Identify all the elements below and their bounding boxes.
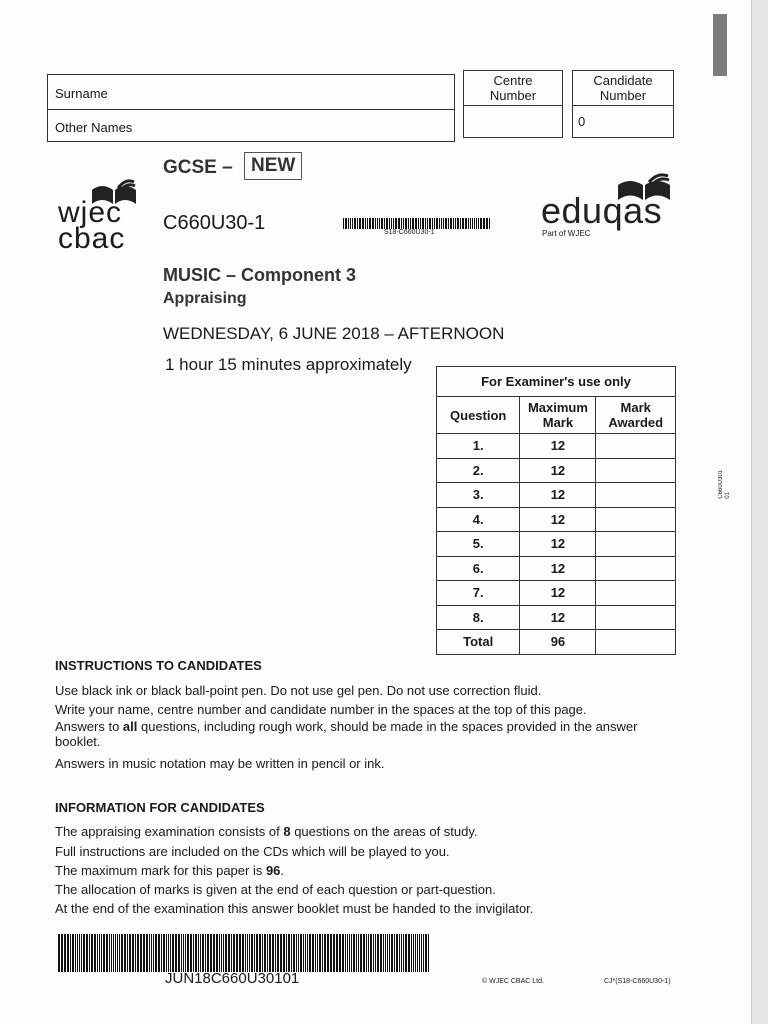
barcode-bar — [153, 934, 154, 972]
barcode-bar — [367, 218, 368, 229]
barcode-bar — [262, 934, 263, 972]
barcode-bar — [398, 218, 400, 229]
barcode-bar — [412, 218, 414, 229]
barcode-bar — [312, 934, 314, 972]
instructions-title: INSTRUCTIONS TO CANDIDATES — [55, 658, 262, 673]
table-row — [437, 434, 676, 459]
barcode-bar — [455, 218, 456, 229]
barcode-bar — [348, 218, 349, 229]
barcode-bar — [168, 934, 169, 972]
barcode-bar — [380, 934, 382, 972]
barcode-bar — [103, 934, 105, 972]
barcode-bar — [283, 934, 285, 972]
barcode-bar — [166, 934, 167, 972]
barcode-bar — [354, 218, 356, 229]
barcode-bar — [86, 934, 88, 972]
table-row — [437, 581, 676, 606]
barcode-bar — [457, 218, 459, 229]
instruction-line: Answers to all questions, including rough work, should be made in the spaces provided in the answer booklet. — [55, 719, 638, 749]
wjec-logo-text — [58, 196, 126, 255]
information-line: Full instructions are included on the CDs which will be played to you. — [55, 844, 450, 859]
barcode-bar — [158, 934, 160, 972]
mark-awarded-cell[interactable] — [596, 556, 676, 581]
barcode-bar — [428, 934, 429, 972]
barcode-bar — [391, 934, 393, 972]
barcode-bar — [421, 934, 422, 972]
candidate-number-label-box — [572, 70, 674, 106]
examiner-table — [436, 366, 676, 655]
instruction-line: Answers in music notation may be written in pencil or ink. — [55, 756, 385, 771]
subject-title: MUSIC – Component 3 — [163, 265, 357, 285]
barcode-bar — [375, 934, 376, 972]
information-line: The appraising examination consists of 8 questions on the areas of study. — [55, 824, 478, 839]
answer-booklet-barcode — [58, 934, 430, 972]
barcode-bar — [476, 218, 477, 229]
barcode-bar — [408, 934, 410, 972]
barcode-bar — [79, 934, 80, 972]
barcode-bar — [275, 934, 276, 972]
barcode-bar — [350, 218, 351, 229]
barcode-bar — [333, 934, 335, 972]
barcode-bar — [395, 218, 397, 229]
barcode-bar — [342, 934, 344, 972]
barcode-bar — [483, 218, 485, 229]
paper-code: C660U30-1 — [163, 212, 266, 234]
max-mark: 12 — [520, 434, 596, 459]
barcode-bar — [288, 934, 290, 972]
cbac-line: cbac — [58, 222, 126, 255]
barcode-bar — [385, 934, 386, 972]
information-line: The maximum mark for this paper is 96. — [55, 863, 285, 878]
barcode-bar — [187, 934, 189, 972]
other-names-field[interactable] — [47, 109, 455, 142]
barcode-bar — [155, 934, 157, 972]
barcode-bar — [427, 218, 428, 229]
barcode-bar — [298, 934, 299, 972]
surname-label: Surname — [55, 86, 108, 101]
centre-number-field[interactable] — [463, 105, 563, 138]
barcode-bar — [359, 218, 361, 229]
barcode-bar — [296, 934, 297, 972]
barcode-bar — [453, 218, 454, 229]
barcode-bar — [247, 934, 248, 972]
barcode-bar — [489, 218, 490, 229]
barcode-bar — [219, 934, 220, 972]
page-edge-line — [751, 0, 752, 1024]
barcode-bar — [330, 934, 332, 972]
barcode-bar — [303, 934, 304, 972]
barcode-bar — [135, 934, 136, 972]
barcode-bar — [109, 934, 110, 972]
barcode-bar — [75, 934, 76, 972]
barcode-bar — [213, 934, 215, 972]
barcode-bar — [94, 934, 96, 972]
barcode-bar — [163, 934, 165, 972]
paper-reference: CJ*(S18-C660U30-1) — [604, 978, 671, 985]
barcode-bar — [70, 934, 71, 972]
barcode-bar — [190, 934, 192, 972]
barcode-bar — [379, 218, 380, 229]
barcode-bar — [405, 934, 407, 972]
barcode-bar — [236, 934, 238, 972]
candidate-number-prefix: 0 — [578, 114, 586, 129]
barcode-bar — [178, 934, 180, 972]
barcode-bar — [472, 218, 473, 229]
barcode-bar — [300, 934, 302, 972]
mark-awarded-cell[interactable] — [596, 532, 676, 557]
barcode-bar — [363, 934, 365, 972]
barcode-bar — [115, 934, 116, 972]
barcode-bar — [381, 218, 383, 229]
question-number: 2. — [437, 458, 520, 483]
barcode-bar — [362, 218, 364, 229]
barcode-bar — [259, 934, 261, 972]
barcode-bar — [202, 934, 204, 972]
barcode-bar — [137, 934, 139, 972]
barcode-bar — [309, 934, 311, 972]
barcode-bar — [360, 934, 362, 972]
barcode-bar — [205, 934, 206, 972]
exam-date: WEDNESDAY, 6 JUNE 2018 – AFTERNOON — [163, 324, 505, 343]
barcode-bar — [349, 934, 350, 972]
barcode-text: JUN18C660U30101 — [165, 970, 300, 987]
barcode-bar — [293, 934, 295, 972]
barcode-bar — [394, 934, 395, 972]
barcode-bar — [67, 934, 69, 972]
barcode-bar — [356, 934, 357, 972]
barcode-bar — [121, 934, 123, 972]
barcode-bar — [336, 934, 338, 972]
total-label: Total — [437, 630, 520, 655]
table-row-total — [437, 630, 676, 655]
barcode-bar — [233, 934, 235, 972]
barcode-bar — [149, 934, 150, 972]
barcode-bar — [129, 934, 131, 972]
paper-barcode — [343, 218, 491, 229]
barcode-caption: S18-C660U30-1 — [384, 229, 435, 236]
barcode-bar — [443, 218, 444, 229]
barcode-bar — [315, 934, 316, 972]
page-edge — [752, 0, 768, 1024]
barcode-bar — [193, 934, 194, 972]
barcode-bar — [411, 934, 412, 972]
barcode-bar — [185, 934, 186, 972]
barcode-bar — [405, 218, 407, 229]
centre-number-label-box — [463, 70, 563, 106]
eduqas-logo: eduqas — [541, 190, 663, 231]
barcode-bar — [61, 934, 63, 972]
barcode-bar — [175, 934, 177, 972]
question-number: 3. — [437, 483, 520, 508]
qualification: GCSE – — [163, 157, 233, 178]
barcode-bar — [239, 934, 241, 972]
mark-awarded-cell[interactable] — [596, 458, 676, 483]
barcode-bar — [195, 934, 197, 972]
barcode-bar — [345, 934, 346, 972]
copyright: © WJEC CBAC Ltd. — [482, 978, 544, 985]
barcode-bar — [106, 934, 108, 972]
barcode-bar — [251, 934, 253, 972]
barcode-bar — [97, 934, 98, 972]
barcode-bar — [425, 934, 427, 972]
barcode-bar — [372, 218, 374, 229]
barcode-bar — [225, 934, 227, 972]
question-number: 6. — [437, 556, 520, 581]
barcode-bar — [425, 218, 426, 229]
barcode-bar — [91, 934, 93, 972]
table-row — [437, 458, 676, 483]
barcode-bar — [434, 218, 435, 229]
barcode-bar — [124, 934, 126, 972]
barcode-bar — [417, 934, 418, 972]
table-row — [437, 507, 676, 532]
barcode-bar — [198, 934, 199, 972]
barcode-bar — [64, 934, 66, 972]
barcode-bar — [324, 934, 326, 972]
mark-awarded-cell[interactable] — [596, 507, 676, 532]
instruction-line: Write your name, centre number and candidate number in the spaces at the top of this page. — [55, 702, 587, 717]
information-title: INFORMATION FOR CANDIDATES — [55, 800, 265, 815]
information-line: At the end of the examination this answer booklet must be handed to the invigilator. — [55, 901, 534, 916]
max-mark: 12 — [520, 581, 596, 606]
barcode-bar — [439, 218, 440, 229]
other-names-label: Other Names — [55, 120, 133, 135]
barcode-bar — [305, 934, 306, 972]
barcode-bar — [272, 934, 274, 972]
mark-awarded-cell[interactable] — [596, 581, 676, 606]
barcode-bar — [401, 934, 402, 972]
barcode-bar — [448, 218, 449, 229]
barcode-bar — [386, 218, 388, 229]
barcode-bar — [101, 934, 102, 972]
mark-awarded-cell[interactable] — [596, 483, 676, 508]
max-mark: 12 — [520, 507, 596, 532]
barcode-bar — [254, 934, 255, 972]
barcode-bar — [172, 934, 174, 972]
barcode-bar — [140, 934, 142, 972]
barcode-bar — [419, 934, 420, 972]
barcode-bar — [415, 934, 416, 972]
barcode-bar — [181, 934, 182, 972]
barcode-bar — [357, 218, 358, 229]
barcode-bar — [462, 218, 464, 229]
barcode-bar — [89, 934, 90, 972]
barcode-bar — [119, 934, 120, 972]
barcode-bar — [422, 218, 424, 229]
new-badge: NEW — [244, 152, 302, 180]
barcode-bar — [368, 934, 369, 972]
wjec-line: wjec — [58, 196, 123, 229]
barcode-bar — [151, 934, 152, 972]
barcode-bar — [403, 218, 404, 229]
max-mark: 12 — [520, 605, 596, 630]
barcode-bar — [307, 934, 308, 972]
barcode-bar — [256, 934, 258, 972]
table-row — [437, 556, 676, 581]
barcode-bar — [399, 934, 400, 972]
barcode-bar — [231, 934, 232, 972]
eduqas-sub: Part of WJEC — [542, 229, 591, 238]
barcode-bar — [413, 934, 414, 972]
side-code: C660U301 01 — [718, 470, 731, 499]
mark-awarded-cell[interactable] — [596, 605, 676, 630]
max-mark: 12 — [520, 532, 596, 557]
barcode-bar — [343, 218, 344, 229]
barcode-bar — [478, 218, 479, 229]
surname-field[interactable] — [47, 74, 455, 110]
barcode-bar — [351, 934, 352, 972]
barcode-bar — [370, 934, 372, 972]
barcode-bar — [319, 934, 321, 972]
barcode-bar — [375, 218, 376, 229]
barcode-bar — [420, 218, 421, 229]
barcode-bar — [389, 934, 390, 972]
barcode-bar — [113, 934, 114, 972]
barcode-bar — [183, 934, 184, 972]
question-number: 4. — [437, 507, 520, 532]
barcode-bar — [249, 934, 250, 972]
barcode-bar — [403, 934, 404, 972]
barcode-bar — [373, 934, 374, 972]
barcode-bar — [291, 934, 292, 972]
total-awarded-cell[interactable] — [596, 630, 676, 655]
barcode-bar — [366, 934, 367, 972]
barcode-bar — [352, 218, 353, 229]
barcode-bar — [277, 934, 279, 972]
barcode-bar — [269, 934, 271, 972]
mark-awarded-cell[interactable] — [596, 434, 676, 459]
barcode-bar — [267, 934, 268, 972]
question-number: 7. — [437, 581, 520, 606]
barcode-bar — [410, 218, 411, 229]
header-maximum-mark: Maximum Mark — [520, 397, 596, 434]
barcode-bar — [377, 218, 378, 229]
barcode-bar — [327, 934, 329, 972]
barcode-bar — [387, 934, 388, 972]
barcode-bar — [322, 934, 323, 972]
barcode-bar — [81, 934, 82, 972]
table-row — [437, 605, 676, 630]
question-number: 5. — [437, 532, 520, 557]
barcode-bar — [111, 934, 112, 972]
barcode-bar — [365, 218, 366, 229]
barcode-bar — [221, 934, 222, 972]
header-mark-awarded: Mark Awarded — [596, 397, 676, 434]
barcode-bar — [83, 934, 85, 972]
barcode-bar — [286, 934, 287, 972]
barcode-bar — [200, 934, 201, 972]
binding-tab — [713, 14, 727, 76]
candidate-number-field[interactable] — [572, 105, 674, 138]
barcode-bar — [280, 934, 282, 972]
barcode-bar — [377, 934, 379, 972]
barcode-bar — [358, 934, 359, 972]
barcode-bar — [99, 934, 100, 972]
barcode-bar — [415, 218, 417, 229]
barcode-bar — [486, 218, 488, 229]
barcode-bar — [480, 218, 482, 229]
examiner-table-title: For Examiner's use only — [437, 367, 676, 397]
barcode-bar — [460, 218, 461, 229]
barcode-bar — [470, 218, 471, 229]
barcode-bar — [72, 934, 74, 972]
barcode-bar — [264, 934, 266, 972]
barcode-bar — [146, 934, 148, 972]
barcode-bar — [369, 218, 371, 229]
barcode-bar — [383, 934, 384, 972]
total-value: 96 — [520, 630, 596, 655]
max-mark: 12 — [520, 556, 596, 581]
barcode-bar — [418, 218, 419, 229]
barcode-bar — [441, 218, 442, 229]
barcode-bar — [210, 934, 212, 972]
barcode-bar — [347, 934, 348, 972]
barcode-bar — [161, 934, 162, 972]
barcode-bar — [58, 934, 60, 972]
barcode-bar — [245, 934, 246, 972]
barcode-bar — [339, 934, 341, 972]
barcode-bar — [468, 218, 469, 229]
instruction-line: Use black ink or black ball-point pen. Do not use gel pen. Do not use correction fluid. — [55, 683, 542, 698]
barcode-bar — [429, 218, 431, 229]
candidate-number-label: Candidate Number — [593, 73, 653, 103]
barcode-bar — [345, 218, 347, 229]
barcode-bar — [223, 934, 224, 972]
table-row — [437, 532, 676, 557]
barcode-bar — [436, 218, 438, 229]
barcode-bar — [207, 934, 209, 972]
barcode-bar — [384, 218, 385, 229]
exam-duration: 1 hour 15 minutes approximately — [165, 355, 412, 374]
barcode-bar — [445, 218, 447, 229]
barcode-bar — [393, 218, 394, 229]
barcode-bar — [216, 934, 218, 972]
barcode-bar — [389, 218, 390, 229]
barcode-bar — [423, 934, 424, 972]
barcode-bar — [77, 934, 78, 972]
barcode-bar — [465, 218, 467, 229]
component-title: Appraising — [163, 290, 247, 307]
barcode-bar — [396, 934, 398, 972]
barcode-bar — [353, 934, 355, 972]
barcode-bar — [401, 218, 402, 229]
question-number: 8. — [437, 605, 520, 630]
max-mark: 12 — [520, 458, 596, 483]
barcode-bar — [474, 218, 475, 229]
header-question: Question — [437, 397, 520, 434]
barcode-bar — [450, 218, 452, 229]
barcode-bar — [132, 934, 134, 972]
barcode-bar — [391, 218, 392, 229]
barcode-bar — [242, 934, 244, 972]
question-number: 1. — [437, 434, 520, 459]
barcode-bar — [228, 934, 230, 972]
barcode-bar — [143, 934, 145, 972]
barcode-bar — [408, 218, 409, 229]
max-mark: 12 — [520, 483, 596, 508]
barcode-bar — [432, 218, 433, 229]
table-row — [437, 483, 676, 508]
barcode-bar — [117, 934, 118, 972]
information-line: The allocation of marks is given at the end of each question or part-question. — [55, 882, 496, 897]
barcode-bar — [127, 934, 128, 972]
centre-number-label: Centre Number — [489, 73, 537, 103]
barcode-bar — [317, 934, 318, 972]
barcode-bar — [170, 934, 171, 972]
